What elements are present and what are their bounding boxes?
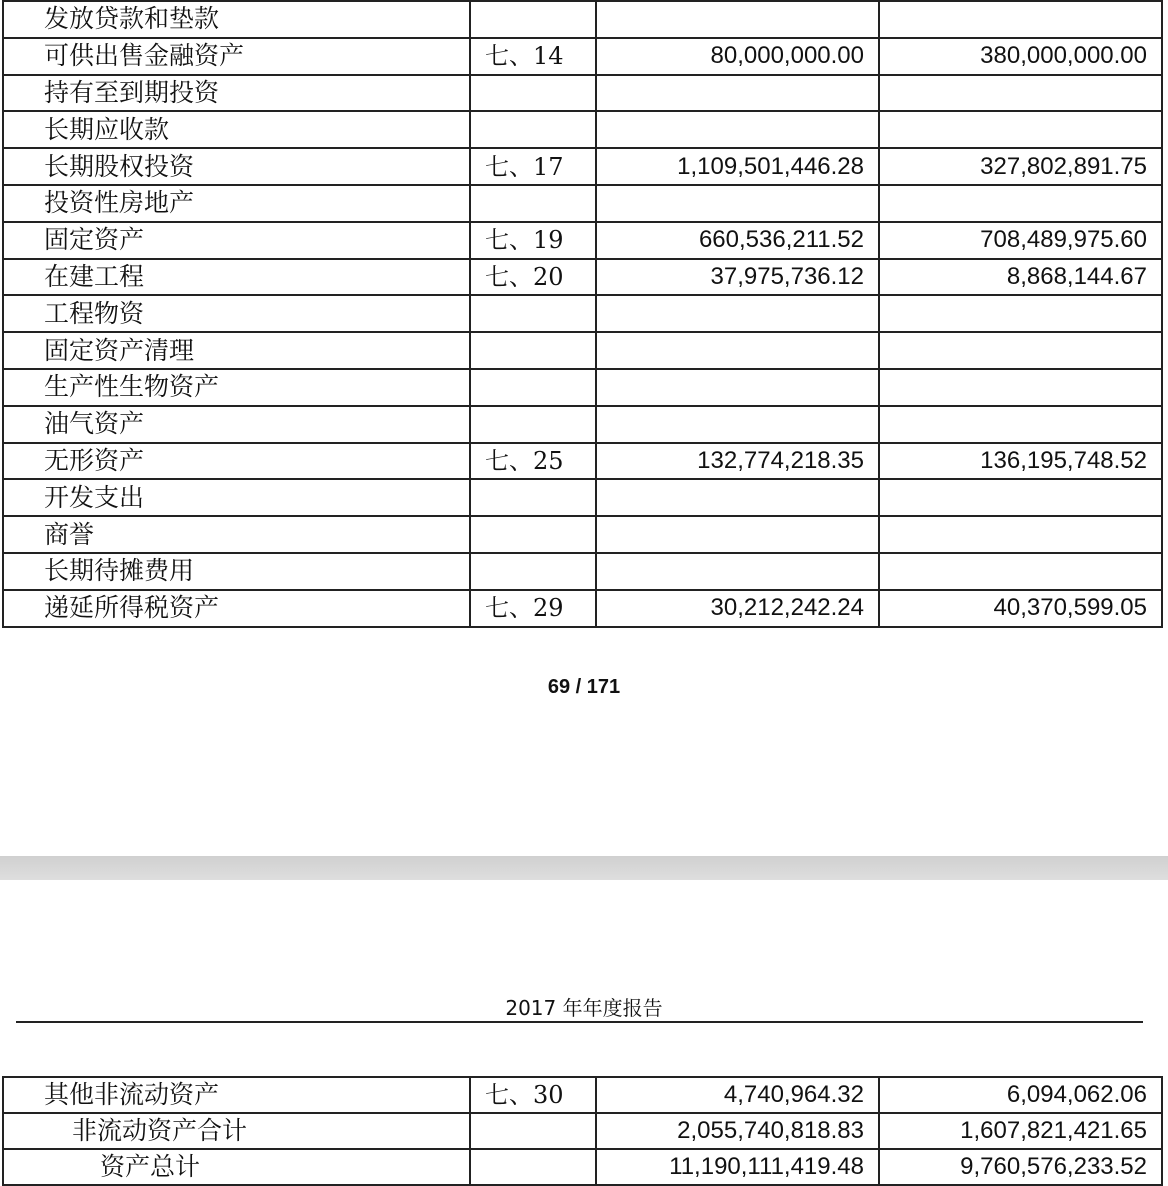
table-row — [3, 185, 1162, 222]
period-end-amount — [596, 185, 879, 222]
report-header: 2017 年年度报告 — [505, 996, 663, 1020]
item-name: 长期待摊费用 — [3, 553, 470, 590]
period-begin-amount — [879, 185, 1162, 222]
period-begin-amount: 327,802,891.75 — [879, 148, 1162, 185]
note-ref — [470, 553, 596, 590]
note-ref — [470, 516, 596, 553]
period-end-amount — [596, 295, 879, 332]
period-end-amount: 4,740,964.32 — [596, 1077, 879, 1113]
period-end-amount — [596, 111, 879, 148]
table-row — [3, 1149, 1162, 1185]
period-end-amount — [596, 369, 879, 406]
period-end-amount: 660,536,211.52 — [596, 222, 879, 259]
table-row — [3, 479, 1162, 516]
item-name: 开发支出 — [3, 479, 470, 516]
note-ref: 七、19 — [470, 222, 596, 259]
period-end-amount: 11,190,111,419.48 — [596, 1149, 879, 1185]
table-row — [3, 148, 1162, 185]
period-end-amount: 2,055,740,818.83 — [596, 1113, 879, 1149]
period-begin-amount: 136,195,748.52 — [879, 443, 1162, 480]
table-row — [3, 553, 1162, 590]
note-ref — [470, 185, 596, 222]
period-begin-amount: 1,607,821,421.65 — [879, 1113, 1162, 1149]
item-name: 长期应收款 — [3, 111, 470, 148]
note-ref — [470, 332, 596, 369]
note-ref: 七、17 — [470, 148, 596, 185]
table-row — [3, 1077, 1162, 1113]
period-end-amount: 1,109,501,446.28 — [596, 148, 879, 185]
item-name: 固定资产清理 — [3, 332, 470, 369]
period-begin-amount — [879, 1, 1162, 38]
table-row — [3, 259, 1162, 296]
period-begin-amount: 40,370,599.05 — [879, 590, 1162, 627]
item-name: 可供出售金融资产 — [3, 38, 470, 75]
table-row — [3, 443, 1162, 480]
table-row — [3, 406, 1162, 443]
period-end-amount — [596, 479, 879, 516]
period-end-amount — [596, 516, 879, 553]
note-ref — [470, 1149, 596, 1185]
note-ref: 七、29 — [470, 590, 596, 627]
period-begin-amount — [879, 295, 1162, 332]
period-begin-amount — [879, 553, 1162, 590]
page-number: 69 / 171 — [547, 676, 621, 698]
item-name: 非流动资产合计 — [3, 1113, 470, 1149]
item-name: 油气资产 — [3, 406, 470, 443]
period-begin-amount — [879, 516, 1162, 553]
period-end-amount: 80,000,000.00 — [596, 38, 879, 75]
period-begin-amount — [879, 332, 1162, 369]
item-name: 工程物资 — [3, 295, 470, 332]
period-begin-amount — [879, 369, 1162, 406]
table-row — [3, 332, 1162, 369]
item-name: 递延所得税资产 — [3, 590, 470, 627]
header-rule — [16, 1021, 1143, 1023]
note-ref: 七、30 — [470, 1077, 596, 1113]
period-begin-amount — [879, 479, 1162, 516]
table-row — [3, 369, 1162, 406]
balance-sheet-table-bottom — [2, 1076, 1163, 1186]
period-end-amount — [596, 1, 879, 38]
item-name: 无形资产 — [3, 443, 470, 480]
item-name: 长期股权投资 — [3, 148, 470, 185]
note-ref: 七、14 — [470, 38, 596, 75]
note-ref — [470, 1, 596, 38]
note-ref — [470, 1113, 596, 1149]
item-name: 商誉 — [3, 516, 470, 553]
period-end-amount: 132,774,218.35 — [596, 443, 879, 480]
table-row — [3, 1113, 1162, 1149]
period-begin-amount: 8,868,144.67 — [879, 259, 1162, 296]
item-name: 固定资产 — [3, 222, 470, 259]
table-row — [3, 1, 1162, 38]
item-name: 投资性房地产 — [3, 185, 470, 222]
period-end-amount — [596, 75, 879, 112]
period-end-amount — [596, 553, 879, 590]
item-name: 在建工程 — [3, 259, 470, 296]
table-row — [3, 38, 1162, 75]
page-separator — [0, 856, 1168, 880]
table-row — [3, 111, 1162, 148]
table-row — [3, 590, 1162, 627]
period-end-amount — [596, 332, 879, 369]
balance-sheet-table-top — [2, 0, 1163, 628]
item-name: 生产性生物资产 — [3, 369, 470, 406]
table-row — [3, 75, 1162, 112]
note-ref: 七、20 — [470, 259, 596, 296]
item-name: 发放贷款和垫款 — [3, 1, 470, 38]
period-begin-amount: 6,094,062.06 — [879, 1077, 1162, 1113]
table-row — [3, 222, 1162, 259]
note-ref — [470, 479, 596, 516]
period-end-amount: 30,212,242.24 — [596, 590, 879, 627]
period-begin-amount — [879, 75, 1162, 112]
period-begin-amount: 9,760,576,233.52 — [879, 1149, 1162, 1185]
note-ref — [470, 295, 596, 332]
period-begin-amount: 708,489,975.60 — [879, 222, 1162, 259]
table-row — [3, 295, 1162, 332]
period-begin-amount — [879, 406, 1162, 443]
item-name: 资产总计 — [3, 1149, 470, 1185]
note-ref — [470, 369, 596, 406]
period-begin-amount — [879, 111, 1162, 148]
note-ref: 七、25 — [470, 443, 596, 480]
item-name: 持有至到期投资 — [3, 75, 470, 112]
table-row — [3, 516, 1162, 553]
item-name: 其他非流动资产 — [3, 1077, 470, 1113]
period-end-amount — [596, 406, 879, 443]
note-ref — [470, 111, 596, 148]
period-end-amount: 37,975,736.12 — [596, 259, 879, 296]
note-ref — [470, 75, 596, 112]
note-ref — [470, 406, 596, 443]
period-begin-amount: 380,000,000.00 — [879, 38, 1162, 75]
